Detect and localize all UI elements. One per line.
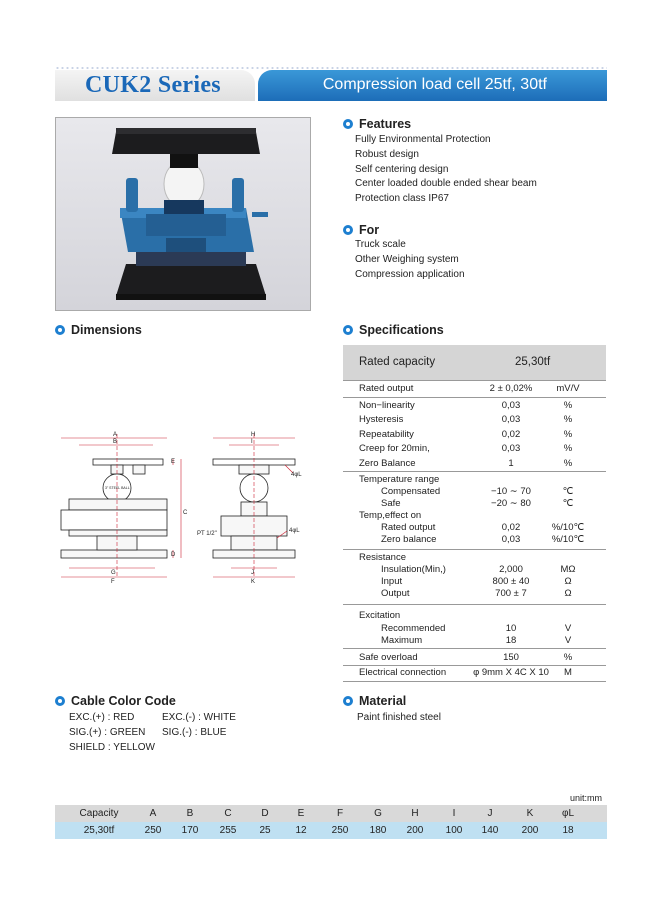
spec-value: 10 [505, 623, 517, 634]
divider [343, 397, 606, 398]
dimension-drawing [55, 428, 315, 603]
features-item: Robust design [355, 148, 419, 160]
dims-header-cell: D [261, 808, 269, 819]
spec-label: Zero balance [381, 534, 437, 545]
cable-item: SIG.(+) : GREEN [69, 726, 146, 738]
spec-unit: % [563, 652, 573, 663]
spec-value: 18 [505, 635, 517, 646]
spec-unit: Ω [564, 576, 572, 587]
cable-item: EXC.(+) : RED [69, 712, 135, 723]
spec-value: 0,03 [501, 534, 521, 545]
spec-row [343, 443, 606, 457]
spec-label: Resistance [359, 552, 406, 563]
spec-unit: % [563, 414, 573, 425]
spec-row [343, 652, 606, 666]
for-heading [343, 223, 379, 237]
spec-value: 0,02 [501, 429, 521, 440]
dim-label-hole-top: 4φL [291, 472, 302, 478]
bullet-icon [343, 696, 353, 706]
dim-label-i: I [251, 439, 253, 445]
divider [343, 604, 606, 605]
cable-item: EXC.(-) : WHITE [162, 712, 236, 723]
spec-unit: MΩ [560, 564, 576, 575]
bullet-icon [55, 696, 65, 706]
spec-unit: % [563, 443, 573, 454]
dims-header-cell: J [487, 808, 493, 819]
spec-unit: %/10℃ [551, 522, 585, 533]
spec-value: 2 ± 0,02% [489, 383, 533, 394]
cable-list-col2 [162, 711, 236, 741]
spec-header-label: Rated capacity [359, 356, 436, 368]
unit-label: unit:mm [570, 793, 603, 803]
spec-label: Safe [381, 498, 401, 509]
spec-unit: mV/V [556, 383, 580, 394]
for-item: Other Weighing system [355, 253, 459, 265]
features-heading [343, 117, 411, 131]
dims-header-cell: C [224, 808, 232, 819]
dim-label-e: E [171, 459, 176, 465]
spec-unit: V [564, 623, 572, 634]
dim-label-b: B [113, 439, 118, 445]
header-title-tab [55, 70, 255, 101]
spec-value: 700 ± 7 [495, 588, 527, 599]
cable-list-col1 [69, 711, 155, 755]
dims-value-cell: 25,30tf [83, 825, 115, 836]
spec-unit: % [563, 429, 573, 440]
dims-header-cell: G [374, 808, 382, 819]
bullet-icon [343, 119, 353, 129]
product-photo [55, 117, 311, 311]
for-item: Compression application [355, 268, 465, 280]
page-subtitle: Compression load cell 25tf, 30tf [322, 76, 547, 93]
dims-value-cell: 100 [445, 825, 463, 836]
features-item: Self centering design [355, 163, 449, 175]
spec-row [343, 400, 606, 414]
dims-value-cell: 180 [369, 825, 387, 836]
spec-value: 800 ± 40 [492, 576, 530, 587]
for-heading-text: For [359, 223, 380, 237]
dimensions-table [55, 805, 607, 839]
features-heading-text: Features [359, 117, 412, 131]
spec-label: Hysteresis [359, 414, 404, 425]
dims-header-cell: B [186, 808, 194, 819]
spec-unit: % [563, 458, 573, 469]
bullet-icon [343, 225, 353, 235]
dim-label-f: F [111, 579, 115, 585]
spec-row [343, 414, 606, 428]
spec-row [343, 383, 606, 397]
spec-row [343, 458, 606, 472]
spec-label: Maximum [381, 635, 423, 646]
dims-value-cell: 250 [144, 825, 162, 836]
dims-value-cell: 12 [295, 825, 307, 836]
dim-label-h: H [251, 432, 256, 438]
spec-unit: % [563, 400, 573, 411]
spec-unit: %/10℃ [551, 534, 585, 545]
spec-label: Zero Balance [359, 458, 416, 469]
bullet-icon [343, 325, 353, 335]
dims-value-cell: 200 [406, 825, 424, 836]
spec-label: Rated output [359, 383, 414, 394]
spec-row [343, 429, 606, 443]
spec-label: Recommended [381, 623, 446, 634]
spec-label: Creep for 20min, [359, 443, 430, 454]
features-item: Fully Environmental Protection [355, 134, 491, 145]
spec-label: Input [381, 576, 403, 587]
dim-label-pt: PT 1/2" [197, 531, 217, 537]
spec-unit: M [564, 667, 572, 678]
spec-unit: Ω [564, 588, 572, 599]
material-heading-text: Material [359, 694, 407, 708]
spec-value: 0,03 [501, 400, 521, 411]
spec-row [343, 667, 606, 681]
spec-row [343, 534, 606, 548]
features-item: Center loaded double ended shear beam [355, 178, 537, 190]
spec-label: Temperature range [359, 474, 440, 485]
specifications-heading-text: Specifications [359, 323, 444, 337]
spec-label: Non−linearity [359, 400, 415, 411]
spec-unit: V [564, 635, 572, 646]
material-heading [343, 694, 406, 708]
specifications-heading [343, 323, 444, 337]
dims-header-cell: H [411, 808, 419, 819]
dim-label-d: D [171, 552, 176, 558]
spec-label: Repeatability [359, 429, 414, 440]
spec-label: Temp,effect on [359, 510, 422, 521]
dims-header-cell: I [452, 808, 456, 819]
spec-value: 2,000 [499, 564, 523, 575]
spec-header-row [343, 345, 606, 380]
cable-heading [55, 694, 176, 708]
spec-value: 0,02 [501, 522, 521, 533]
spec-row [343, 610, 606, 624]
for-item: Truck scale [355, 239, 406, 250]
dims-header-cell: φL [561, 808, 575, 819]
dims-header-row [55, 805, 607, 822]
dim-label-hole-bottom: 4φL [289, 528, 300, 534]
features-item: Protection class IP67 [355, 193, 449, 205]
dim-label-a: A [113, 432, 118, 438]
spec-row [343, 635, 606, 649]
dims-value-cell: 18 [562, 825, 574, 836]
spec-header-value: 25,30tf [515, 356, 551, 368]
spec-value: 0,03 [501, 443, 521, 454]
dims-value-cell: 170 [181, 825, 199, 836]
features-list [355, 133, 537, 207]
bullet-icon [55, 325, 65, 335]
spec-label: Insulation(Min,) [381, 564, 446, 575]
spec-value: 150 [503, 652, 519, 663]
divider [343, 380, 606, 381]
dims-value-cell: 140 [481, 825, 499, 836]
dims-value-row [55, 822, 607, 839]
cable-item: SHIELD : YELLOW [69, 741, 155, 753]
dimensions-heading-text: Dimensions [71, 323, 142, 337]
dims-value-cell: 250 [331, 825, 349, 836]
header-subtitle-bar [258, 70, 607, 101]
spec-value: 1 [508, 458, 514, 469]
dim-label-g: G [111, 570, 116, 576]
dims-header-cell: K [526, 808, 534, 819]
divider [343, 681, 606, 682]
spec-label: Safe overload [359, 652, 418, 663]
divider [343, 665, 606, 666]
cable-heading-text: Cable Color Code [71, 694, 176, 708]
dims-header-cell: A [149, 808, 157, 819]
divider [343, 471, 606, 472]
page-title: CUK2 Series [85, 72, 221, 98]
divider [343, 549, 606, 550]
spec-unit: ℃ [562, 486, 574, 497]
spec-value: 0,03 [501, 414, 521, 425]
spec-value: −20 ∼ 80 [491, 498, 531, 509]
dims-value-cell: 200 [521, 825, 539, 836]
spec-row [343, 588, 606, 602]
dims-value-cell: 255 [219, 825, 237, 836]
dim-label-c: C [183, 510, 188, 516]
spec-label: Electrical connection [359, 667, 447, 678]
spec-value: φ 9mm X 4C X 10 [473, 667, 549, 678]
spec-label: Rated output [381, 522, 436, 533]
spec-value: −10 ∼ 70 [491, 486, 531, 497]
dims-header-cell: F [336, 808, 344, 819]
spec-unit: ℃ [562, 498, 574, 509]
specifications-table [343, 345, 606, 682]
dims-header-cell: E [297, 808, 305, 819]
dim-label-j: J [251, 570, 254, 576]
divider [343, 648, 606, 649]
cable-item: SIG.(-) : BLUE [162, 726, 227, 738]
spec-label: Excitation [359, 610, 401, 621]
dims-header-cell: Capacity [79, 808, 119, 819]
dimensions-heading [55, 323, 142, 337]
dims-value-cell: 25 [259, 825, 271, 836]
spec-label: Output [381, 588, 410, 599]
material-text: Paint finished steel [357, 712, 441, 723]
dim-label-k: K [251, 579, 256, 585]
for-list [355, 238, 465, 282]
spec-label: Compensated [381, 486, 441, 497]
dim-label-ball: 3" STEEL BALL [105, 486, 130, 490]
